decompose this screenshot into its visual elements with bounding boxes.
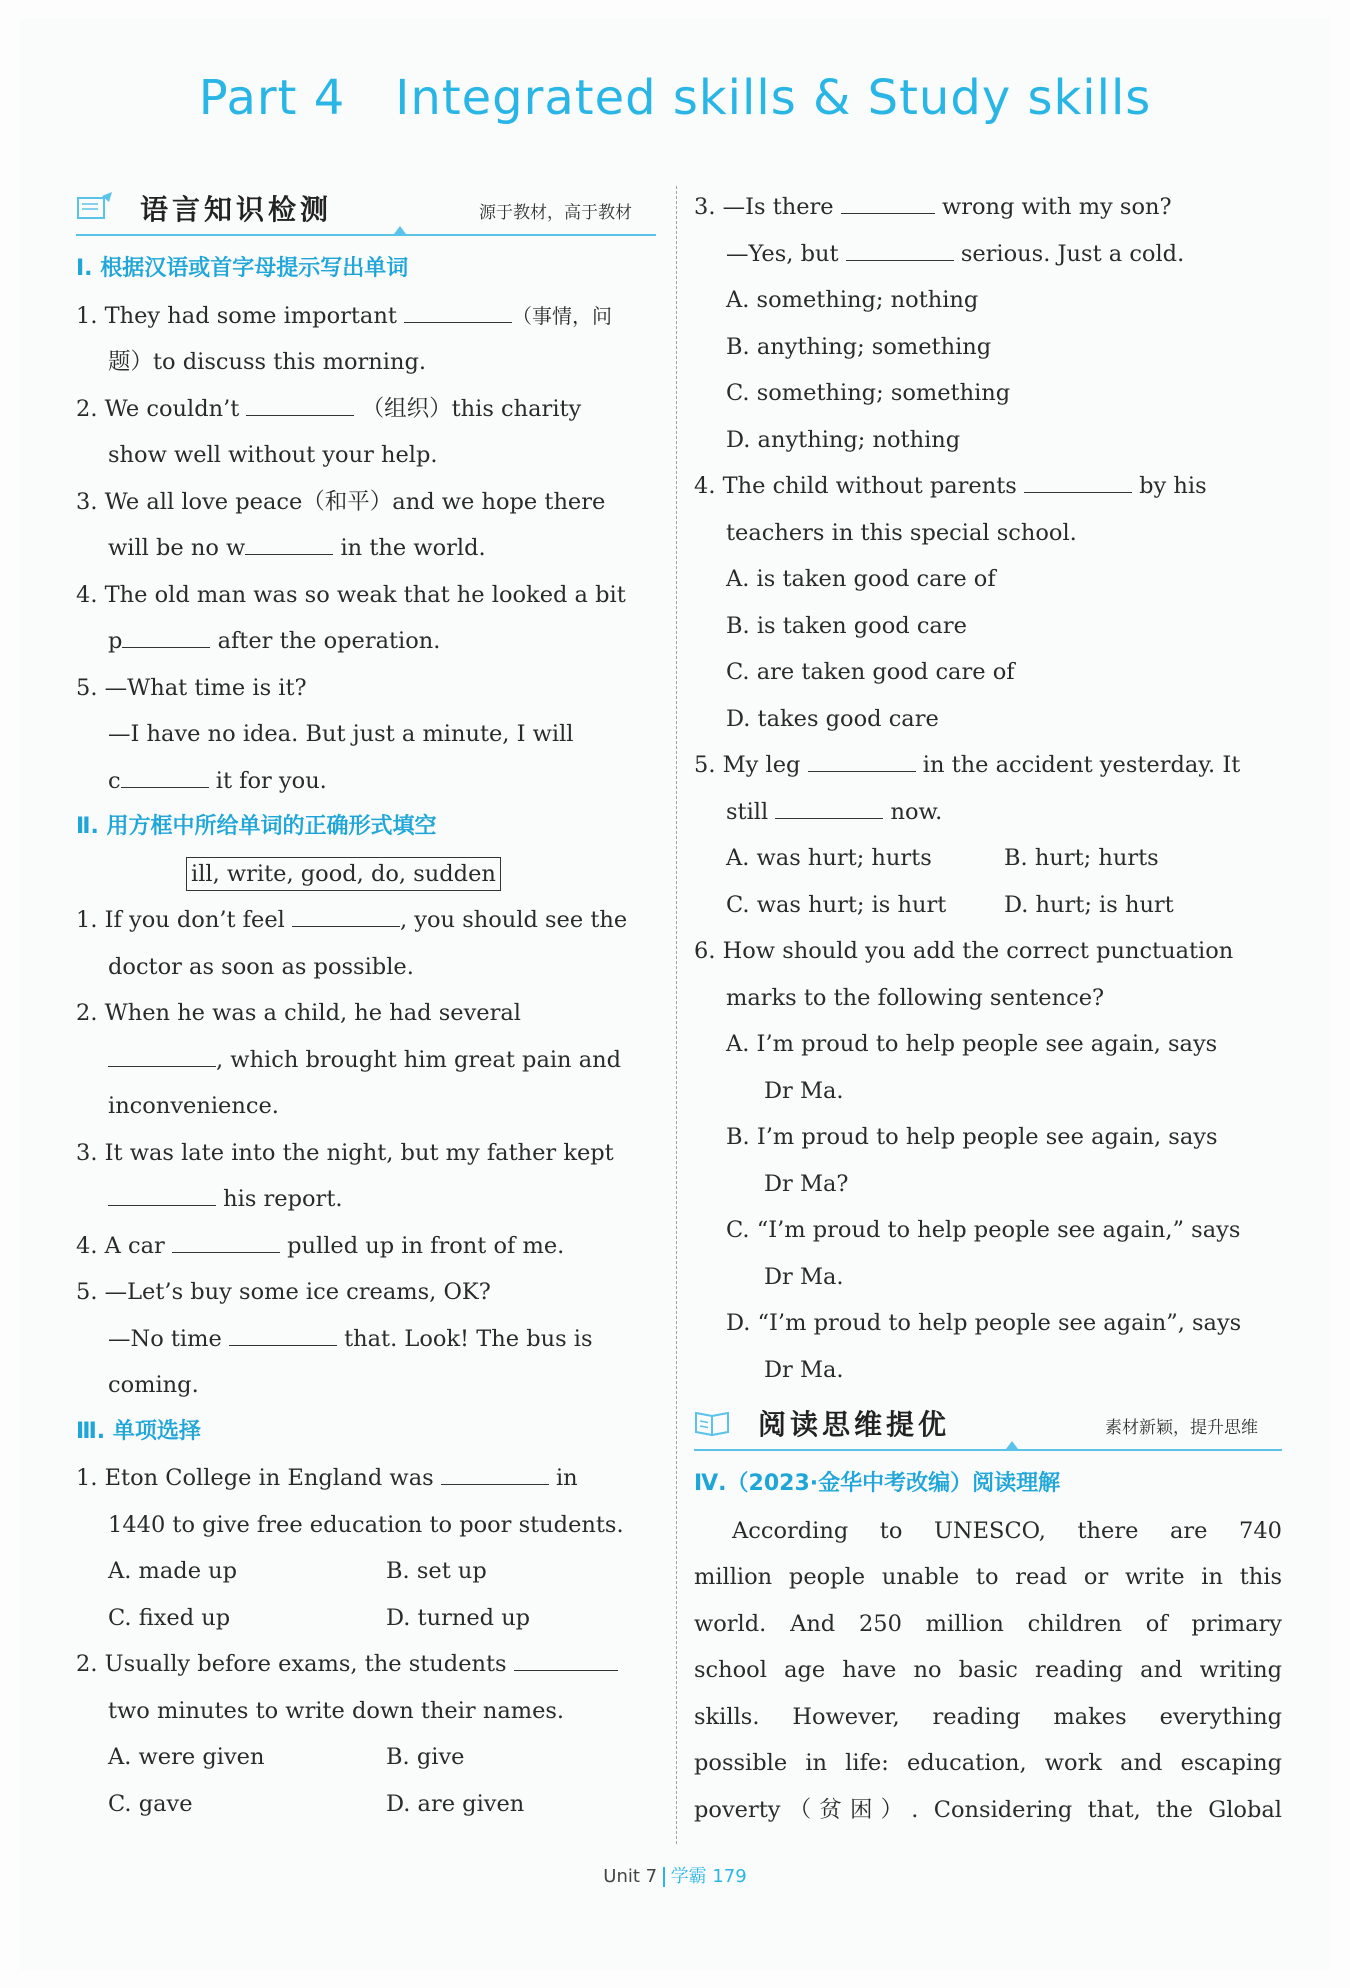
brand-label: 学霸 [670, 1866, 707, 1887]
question-line: still now. [694, 789, 1282, 836]
unit-label: Unit 7 [603, 1866, 658, 1887]
question-line: 6. How should you add the correct punctuation [694, 938, 1234, 964]
option-row [76, 1595, 656, 1642]
option[interactable]: D. hurt; is hurt [1004, 891, 1174, 918]
question-line: p after the operation. [76, 618, 656, 665]
option-row [76, 1548, 656, 1595]
question-line: 1. They had some important （事情，问 [76, 293, 656, 340]
question-line: —No time that. Look! The bus is [76, 1316, 656, 1363]
question-line: 4. The old man was so weak that he looked a bit [76, 581, 626, 608]
question-line: 2. When he was a child, he had several [76, 1000, 521, 1026]
passage-line: million people unable to read or write in this [694, 1564, 1282, 1590]
question-line: doctor as soon as possible. [108, 953, 414, 980]
band-subtitle: 源于教材，高于教材 [479, 203, 632, 223]
option[interactable]: A. was hurt; hurts [726, 845, 932, 871]
question-line: —I have no idea. But just a minute, I will [108, 721, 574, 747]
question-line: 5. —What time is it? [76, 674, 307, 701]
option[interactable]: D. “I’m proud to help people see again”, says [726, 1310, 1242, 1336]
passage-line: According to UNESCO, there are 740 [732, 1517, 1282, 1544]
passage-line: possible in life: education, work and escaping [694, 1750, 1282, 1776]
question-line: 5. —Let’s buy some ice creams, OK? [76, 1279, 491, 1305]
option-continued: Dr Ma. [764, 1077, 844, 1104]
page-title [0, 70, 1350, 126]
question-line: will be no w in the world. [76, 525, 656, 572]
question-line: teachers in this special school. [726, 519, 1077, 546]
question-line: show well without your help. [108, 442, 438, 468]
option[interactable]: B. give [386, 1744, 465, 1770]
part-label: Part 4 [198, 70, 346, 126]
question-line: two minutes to write down their names. [108, 1697, 565, 1724]
option[interactable]: D. turned up [386, 1604, 531, 1631]
option[interactable]: C. are taken good care of [726, 659, 1015, 685]
option[interactable]: A. I’m proud to help people see again, says [726, 1031, 1218, 1057]
question-line: 2. Usually before exams, the students [76, 1641, 656, 1688]
option[interactable]: A. something; nothing [726, 287, 979, 313]
answer-blank[interactable] [808, 747, 916, 772]
question-line: 1440 to give free education to poor students. [108, 1511, 624, 1538]
word-box-line [76, 851, 656, 898]
passage-line: school age have no basic reading and writing [694, 1657, 1282, 1683]
option-continued: Dr Ma. [764, 1263, 844, 1290]
option[interactable]: B. is taken good care [726, 612, 967, 639]
question-line: 3. It was late into the night, but my father kept [76, 1139, 614, 1166]
band-marker [1006, 1441, 1018, 1449]
option-continued: Dr Ma. [764, 1356, 844, 1383]
word-box: ill, write, good, do, sudden [186, 857, 501, 891]
passage-line: poverty（贫困）. Considering that, the Global [694, 1796, 1282, 1823]
option[interactable]: B. I’m proud to help people see again, says [726, 1124, 1218, 1150]
column-divider [676, 186, 677, 1844]
option-row [76, 1781, 656, 1828]
question-line: coming. [108, 1372, 199, 1398]
section-band-reading [694, 1399, 1282, 1451]
passage-line: skills. However, reading makes everything [694, 1703, 1282, 1730]
right-column [694, 184, 1282, 1833]
option[interactable]: D. are given [386, 1790, 525, 1817]
option[interactable]: C. was hurt; is hurt [726, 891, 947, 918]
option-row [76, 1734, 656, 1781]
answer-blank[interactable] [229, 1321, 337, 1346]
question-line: 3. —Is there wrong with my son? [694, 184, 1282, 231]
option-row [694, 835, 1282, 882]
footer-divider [663, 1867, 665, 1887]
option[interactable]: C. something; something [726, 380, 1011, 406]
option[interactable]: B. hurt; hurts [1004, 845, 1159, 871]
page-number: 179 [712, 1866, 747, 1887]
option-continued: Dr Ma? [764, 1170, 849, 1197]
section-heading: Ⅲ. 单项选择 [76, 1418, 201, 1444]
question-line: 3. We all love peace（和平）and we hope there [76, 488, 606, 515]
option[interactable]: C. fixed up [108, 1604, 231, 1631]
answer-blank[interactable] [404, 298, 512, 323]
question-line: marks to the following sentence? [726, 984, 1105, 1011]
band-title: 语言知识检测 [140, 193, 333, 226]
question-line: c it for you. [76, 758, 656, 805]
option[interactable]: C. “I’m proud to help people see again,” says [726, 1217, 1241, 1243]
answer-blank[interactable] [775, 794, 883, 819]
answer-blank[interactable] [246, 391, 354, 416]
open-book-icon [694, 1407, 732, 1437]
question-line: his report. [76, 1176, 656, 1223]
option[interactable]: A. were given [108, 1744, 265, 1770]
option[interactable]: B. anything; something [726, 333, 992, 360]
answer-blank[interactable] [108, 1042, 216, 1067]
topic-label: Integrated skills & Study skills [395, 70, 1152, 126]
book-icon [76, 192, 114, 222]
question-line: —Yes, but serious. Just a cold. [694, 231, 1282, 278]
section-heading: Ⅱ. 用方框中所给单词的正确形式填空 [76, 814, 437, 839]
option[interactable]: A. made up [108, 1558, 238, 1584]
option[interactable]: B. set up [386, 1558, 487, 1584]
passage-line: world. And 250 million children of primary [694, 1610, 1282, 1637]
question-line: 4. The child without parents by his [694, 463, 1282, 510]
option[interactable]: A. is taken good care of [726, 566, 996, 592]
option[interactable]: C. gave [108, 1790, 193, 1817]
option[interactable]: D. anything; nothing [726, 426, 961, 453]
answer-blank[interactable] [1024, 468, 1132, 493]
section-heading: Ⅰ. 根据汉语或首字母提示写出单词 [76, 256, 409, 281]
band-marker [394, 226, 406, 234]
answer-blank[interactable] [841, 189, 935, 214]
answer-blank[interactable] [441, 1460, 549, 1485]
question-line: 题）to discuss this morning. [108, 349, 427, 375]
answer-blank[interactable] [121, 763, 209, 788]
question-line: 5. My leg in the accident yesterday. It [694, 742, 1282, 789]
band-subtitle: 素材新颖，提升思维 [1105, 1418, 1258, 1438]
question-line: inconvenience. [108, 1093, 279, 1119]
question-line: 2. We couldn’t （组织）this charity [76, 386, 656, 433]
question-line: 1. If you don’t feel , you should see the [76, 897, 656, 944]
answer-blank[interactable] [122, 623, 210, 648]
answer-blank[interactable] [108, 1181, 216, 1206]
option[interactable]: D. takes good care [726, 705, 939, 732]
question-line: , which brought him great pain and [76, 1037, 656, 1084]
answer-blank[interactable] [245, 530, 333, 555]
section-band-knowledge [76, 184, 656, 236]
section-heading: Ⅳ.（2023·金华中考改编）阅读理解 [694, 1471, 1061, 1496]
option-row [694, 882, 1282, 929]
answer-blank[interactable] [514, 1646, 618, 1671]
answer-blank[interactable] [172, 1228, 280, 1253]
left-column [76, 184, 656, 1827]
question-line: 4. A car pulled up in front of me. [76, 1223, 656, 1270]
page-footer [0, 1862, 1350, 1888]
band-title: 阅读思维提优 [758, 1408, 951, 1441]
answer-blank[interactable] [292, 902, 400, 927]
answer-blank[interactable] [846, 236, 954, 261]
question-line: 1. Eton College in England was in [76, 1455, 656, 1502]
